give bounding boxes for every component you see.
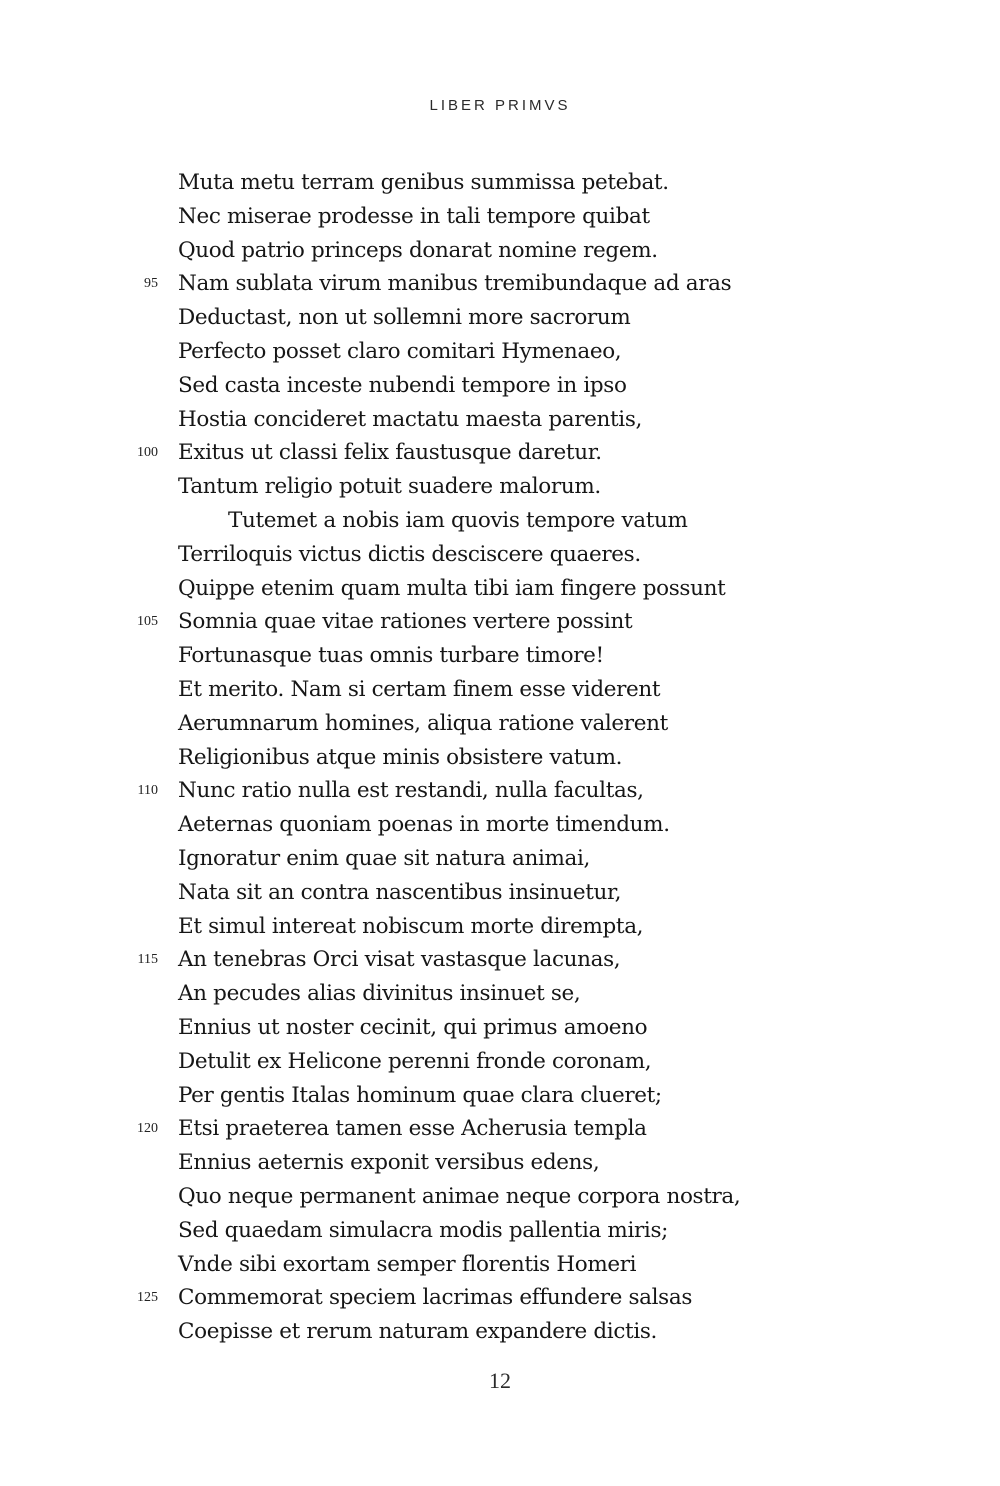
poem-line	[0, 808, 1000, 842]
poem-line	[0, 1079, 1000, 1113]
verse-text: Somnia quae vitae rationes vertere possint	[178, 609, 633, 635]
verse-text: Hostia concideret mactatu maesta parentis,	[178, 406, 643, 432]
poem-line	[0, 1045, 1000, 1079]
poem-line	[0, 200, 1000, 234]
page-number: 12	[489, 1368, 511, 1393]
poem-line	[0, 1180, 1000, 1214]
verse-text: Et simul intereat nobiscum morte dirempta,	[178, 913, 644, 939]
verse-text: Religionibus atque minis obsistere vatum.	[178, 744, 623, 770]
poem-line	[0, 1315, 1000, 1349]
poem-line	[0, 876, 1000, 910]
verse-text: Vnde sibi exortam semper florentis Homeri	[178, 1251, 637, 1277]
poem-line	[0, 538, 1000, 572]
poem-line-paragraph-start	[0, 504, 1000, 538]
verse-text: Tantum religio potuit suadere malorum.	[178, 474, 601, 500]
poem-line	[0, 335, 1000, 369]
verse-text: Muta metu terram genibus summissa petebat.	[178, 170, 669, 195]
poem-line	[0, 301, 1000, 335]
verse-text: Etsi praeterea tamen esse Acherusia templa	[178, 1116, 647, 1142]
line-number: 95	[144, 276, 158, 292]
verse-text: Nata sit an contra nascentibus insinuetur,	[178, 879, 622, 905]
poem-line	[0, 572, 1000, 606]
verse-text: Terriloquis victus dictis desciscere quaeres.	[178, 541, 641, 567]
verse-text: Ennius aeternis exponit versibus edens,	[178, 1150, 600, 1176]
poem-line	[0, 1281, 1000, 1315]
verse-text: Ignoratur enim quae sit natura animai,	[178, 845, 591, 871]
line-number: 110	[137, 783, 158, 799]
line-number: 125	[137, 1290, 158, 1306]
poem-text	[0, 166, 1000, 1349]
poem-line	[0, 470, 1000, 504]
poem-line	[0, 1011, 1000, 1045]
verse-text: Aeternas quoniam poenas in morte timendum.	[178, 812, 670, 838]
verse-text: Aerumnarum homines, aliqua ratione valerent	[178, 710, 668, 736]
line-number: 120	[137, 1121, 158, 1137]
verse-text: Per gentis Italas hominum quae clara clueret;	[178, 1082, 662, 1108]
poem-line	[0, 267, 1000, 301]
poem-line	[0, 977, 1000, 1011]
verse-text: Exitus ut classi felix faustusque daretur.	[178, 440, 602, 466]
poem-line	[0, 369, 1000, 403]
poem-line	[0, 1248, 1000, 1282]
verse-text: Deductast, non ut sollemni more sacrorum	[178, 305, 631, 331]
poem-line	[0, 842, 1000, 876]
poem-line	[0, 707, 1000, 741]
verse-text: Quippe etenim quam multa tibi iam fingere possunt	[178, 575, 726, 601]
verse-text: Tutemet a nobis iam quovis tempore vatum	[228, 507, 688, 533]
line-number: 115	[137, 952, 158, 968]
verse-text: Commemorat speciem lacrimas effundere salsas	[178, 1285, 693, 1311]
verse-text: Nec miserae prodesse in tali tempore quibat	[178, 203, 650, 229]
verse-text: Ennius ut noster cecinit, qui primus amoeno	[178, 1014, 648, 1040]
verse-text: An tenebras Orci visat vastasque lacunas,	[178, 947, 621, 973]
poem-line	[0, 1112, 1000, 1146]
poem-line	[0, 436, 1000, 470]
verse-text: Quod patrio princeps donarat nomine regem.	[178, 237, 658, 263]
poem-line	[0, 741, 1000, 775]
poem-line	[0, 403, 1000, 437]
verse-text: Perfecto posset claro comitari Hymenaeo,	[178, 338, 622, 364]
verse-text: Fortunasque tuas omnis turbare timore!	[178, 643, 604, 669]
poem-line	[0, 1214, 1000, 1248]
poem-line	[0, 639, 1000, 673]
poem-line	[0, 605, 1000, 639]
poem-line	[0, 774, 1000, 808]
poem-line	[0, 673, 1000, 707]
verse-text: Detulit ex Helicone perenni fronde coronam,	[178, 1048, 652, 1074]
poem-line	[0, 910, 1000, 944]
verse-text: Et merito. Nam si certam finem esse viderent	[178, 676, 661, 702]
verse-text: Coepisse et rerum naturam expandere dictis.	[178, 1319, 658, 1345]
verse-text: Nam sublata virum manibus tremibundaque ad aras	[178, 271, 732, 297]
verse-text: Nunc ratio nulla est restandi, nulla facultas,	[178, 778, 644, 804]
verse-text: Sed quaedam simulacra modis pallentia miris;	[178, 1217, 669, 1243]
verse-text: An pecudes alias divinitus insinuet se,	[178, 981, 581, 1007]
line-number: 100	[137, 445, 158, 461]
verse-text: Sed casta inceste nubendi tempore in ipso	[178, 372, 627, 398]
running-header: LIBER PRIMVS	[429, 97, 571, 114]
poem-line	[0, 166, 1000, 200]
verse-text: Quo neque permanent animae neque corpora nostra,	[178, 1183, 741, 1209]
poem-line	[0, 1146, 1000, 1180]
line-number: 105	[137, 614, 158, 630]
poem-line	[0, 234, 1000, 268]
poem-line	[0, 943, 1000, 977]
